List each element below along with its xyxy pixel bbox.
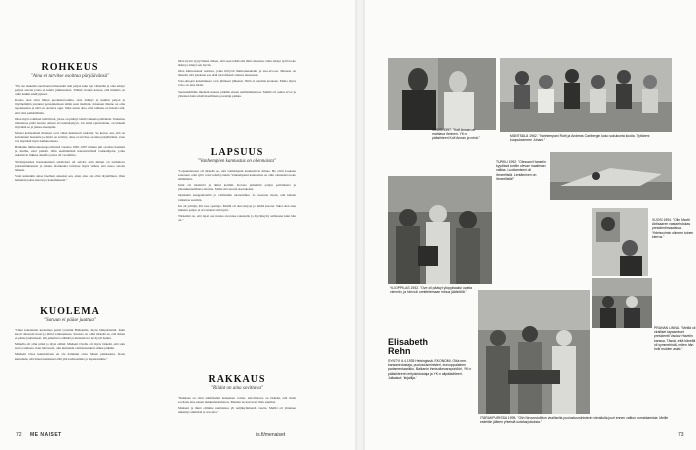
profile-bio: SYNTYI 6.4.1935 Helsingissä. EKONOMI. Ollut mm. kansanedustaja, puolustusministeri, eurooppalainen parlamentaarikko. Balkanin ihmisoikeusraportööri, YK:n pääsihteerin erityisedustaja ja YK:n alipääsihteeri. Julkaisut: 'kirjailija.' — [388, 359, 472, 380]
paragraph: Voin kuitenkin antaa itselleni anteeksi sen, etten aina ole ollut täydellinen. Olen halunnut jakaa tietoni ja kokemukseni." — [15, 173, 125, 182]
paragraph: Olen hyvin tyytyväinen siihen, että saan tehdä sitä mitä rakastan. Olen tehnyt työtä koko ikäni ja tehnyt sen hyvin. — [178, 59, 296, 68]
photo-family-group — [500, 58, 672, 132]
paragraph: Seurustelimme mieheni kanssa pitkään ennen naimisiinmenoa. Meillä oli samat arvot ja yhteinen halu tehdä maailmasta parempi paikka. — [178, 89, 296, 98]
section-title-lapsuus: LAPSUUS — [210, 147, 264, 158]
caption-7: ITÄRAKPURISSA 1995. "Olin Neuvostoliiton virallisella puolustusministerin vierailulla juuri ennen valtion romahtamista. Meille esiteltiin jälleen yhteisiä sotaharjoituksia." — [480, 416, 669, 425]
paragraph: Koska olen ollut ilman puolustusvoimia, olen nähnyt ja kuullut paljon ja myöhemmin joutunut perustelemaan nämä asiat itselleni. Jokainen tilanne on oma tapauksensa ja siitä on otettava oppi. Siksi sanon aina, että rohkeus ei tarkoita sitä, että olisi pelkäämätön. — [15, 98, 125, 115]
caption-5: YLIOPPILAS 1952. "Ove oli pääsyt ylioppilaaksi ovatta vienniin, ja hän tuli onnittelemaan minua jäätelöllä." — [390, 286, 473, 295]
article-column-2c — [178, 396, 296, 428]
paragraph: Isäni oli insinööri ja äitini kotiäiti. Kotona puhuttiin paljon politiikasta ja yhteiskunnallisista asioista. Minä olin nuorin sisaruksista. — [178, 183, 296, 192]
paragraph: Monet kohtaamani tilanteet ovat olleet henkisesti raskaita. Se kertoo sen, että on kohdannut haasteita ja niistä on selvitty. Aina ei tarvitse osoittaa pärjäävänsä, vaan voi myöntää myös heikkoutensa. — [15, 130, 125, 144]
profile-first-name: Elisabeth — [388, 337, 429, 347]
section-quote-kuolema: "Suruun ei pääse juuttua" — [44, 318, 96, 323]
paragraph: Mieheni Ovea kunnioittaen en ole halunnut ottaa hänen paikkaansa. Koen kuitenkin, että hänen henkensä elää yhä kodissamme ja lapsissamme." — [15, 352, 125, 361]
paragraph: Tärkeintä on, että lapsi saa tuntea olevansa rakastettu ja hyväksytty sellaisena kuin hän on." — [178, 213, 296, 222]
paragraph: "En ole itsekään suorittanut mielestäni niin paljon kuin nyt väitetään ja olen tehnyt paljon asioita joista ei kuulu julkisuuteen. Tämän vuoksi katson, että minulla on ollut kaikki edellytykset. — [15, 84, 125, 97]
photo-aircraft — [550, 152, 672, 200]
photo-kofi-annan — [388, 58, 496, 130]
photo-election — [592, 208, 648, 276]
paragraph: Balkanin ihmisoikeusraportöörinä vuosina 1995–1997 minun piti osoittaa itselleni ja muille, ettei pelkää. Olin ensimmäisiä kansainvälisiä tarkkailijoita, jotka uskalsivat liikkua alueilla joissa oli vaarallista. — [15, 145, 125, 158]
paragraph: Sota-aikojen kokemukset ovat jättäneet jälkensä. Niitä ei unohda koskaan. Mutta myös toivo on aina läsnä. — [178, 79, 296, 88]
right-page — [360, 0, 696, 450]
paragraph: Mieheni ja minä olimme naimisissa yli neljäkymmentä vuotta. Meillä oli yhteinen näkemys elämästä ja arvoista." — [178, 406, 296, 415]
section-title-rohkeus: ROHKEUS — [41, 62, 99, 73]
paragraph: Isä oli yrittäjä, äiti taas opettaja. Meillä oli aina kirjoja ja lehtiä kotona. Siksi olen aina lukenut paljon ja arvostanut sivistystä. — [178, 203, 296, 212]
page-number-left: 72 — [16, 432, 22, 438]
caption-2: MÄNTSÄLÄ 1962. "Vanhempani Ruth ja Andreas Carlbergin koko sukukunta koolla. Tyttäreni kuopuksemme Juhani." — [510, 134, 650, 143]
magazine-name: ME NAISET — [30, 432, 62, 438]
caption-3: TURKU 1992. "Olessani Hamelin kyydissä tuntiin olevan maailman valtias. Luottamiseni oli ihmeellistä. Lentäminen on ihmeellistä!" — [496, 160, 546, 181]
paragraph: Olen myös toiminut tehtävissä, joissa on pitänyt tehdä vaikeita päätöksiä. Vaikeissa tilanteissa pitää luottaa omaan arvostelukykyyn. Jos siinä epäonnistuu, on tärkeää myöntää se ja jatkaa eteenpäin. — [15, 116, 125, 129]
article-column-2b — [178, 169, 296, 369]
paragraph: "Rakkaus on ollut elämässäni keskeinen voima. Avioliitossa on tärkeää, että riidat sovitaan aina ennen nukkumaanmenoa. Muuten ne kasvavat liian suuriksi. — [178, 396, 296, 405]
magazine-url: is.fi/menaiset — [256, 432, 286, 438]
profile-box — [388, 338, 474, 380]
article-column-2 — [178, 59, 296, 144]
paragraph: "Olen kohdannut kuolemaa paitsi työssäni Balkanilla, myös lähipiirissäni. Isäni kuoli ollessani nuori ja äitini vanhuudessa. Surussa on ollut tärkeää se, että siihen ei pääse juuttumaan. On jatkettava elämää ja muistettava ne hyvät hetket. — [15, 328, 125, 341]
section-title-kuolema: KUOLEMA — [40, 306, 100, 317]
page-gutter — [355, 0, 365, 450]
article-column-1b — [15, 328, 125, 428]
article-column-1 — [15, 84, 125, 306]
caption-4: VUOSI 1994. "Olin Martti Ahtisaaren vastaehdokas presidentinvaalissa. Yhteisvoimin olimme toinen kierros." — [652, 218, 694, 239]
paragraph: Opiskelin kauppatieteitä ja valmistuin ekonomiksi. Jo nuorena tiesin, että haluan vaikuttaa asioihin. — [178, 193, 296, 202]
photo-prague-castle — [592, 278, 652, 328]
page-number-right: 73 — [678, 432, 684, 438]
paragraph: "Lapsuudessani oli tärkeää se, että vanhempani kannustivat minua. He eivät koskaan sanoneet, ettei tyttö voisi tehdä jotakin. Vanhempieni kannustus on ollut olennaista koko elämälleni. — [178, 169, 296, 182]
section-quote-lapsuus: "Vanhempien kannustus on olennaista" — [197, 159, 277, 164]
caption-6: PRAHAN LINNA. "Meillä oli viralliset tapaamiset presidentti Vaclav Havelin kanssa. Tässä, että hänellä oli symmetristä, miten hän hoiti muiden asiat." — [654, 326, 696, 352]
caption-1: VUOSI 1997. "Kofi Annan on mahtava ihminen. YK:n pääsihteeri Kofi Annan ja minä." — [432, 128, 480, 141]
profile-last-name: Rehn — [388, 346, 411, 356]
paragraph: Minulla oli ollut pitkä ja täysi elämä. Mieheni Ovelle oli myös tärkeää, että sain surra rauhassa. Kun hän kuoli, olin kuitenkin valmistautunut siihen pitkään. — [15, 342, 125, 351]
section-title-rakkaus: RAKKAUS — [208, 374, 266, 385]
section-quote-rakkaus: "Riidat on aina sovittava" — [210, 386, 264, 391]
photo-soldiers — [388, 176, 492, 284]
paragraph: Yhdistyneiden Kansakuntien tehtävissä oli selvää, että minun on toimittava johdonmukaisesti ja oikein. Rohkeutta tarvitsee myös siihen, että sanoo asioita ääneen. — [15, 159, 125, 172]
photo-military-visit — [478, 290, 590, 414]
paragraph: Olen kiinnostunut asioista, jotka liittyvät ihmisoikeuksiin ja tasa-arvoon. Minusta on tärkeää, että jokainen saa elää turvallisesti omassa maassaan. — [178, 69, 296, 78]
section-quote-rohkeus: "Aina ei tarvitse osoittaa pärjäävänsä" — [30, 74, 110, 79]
